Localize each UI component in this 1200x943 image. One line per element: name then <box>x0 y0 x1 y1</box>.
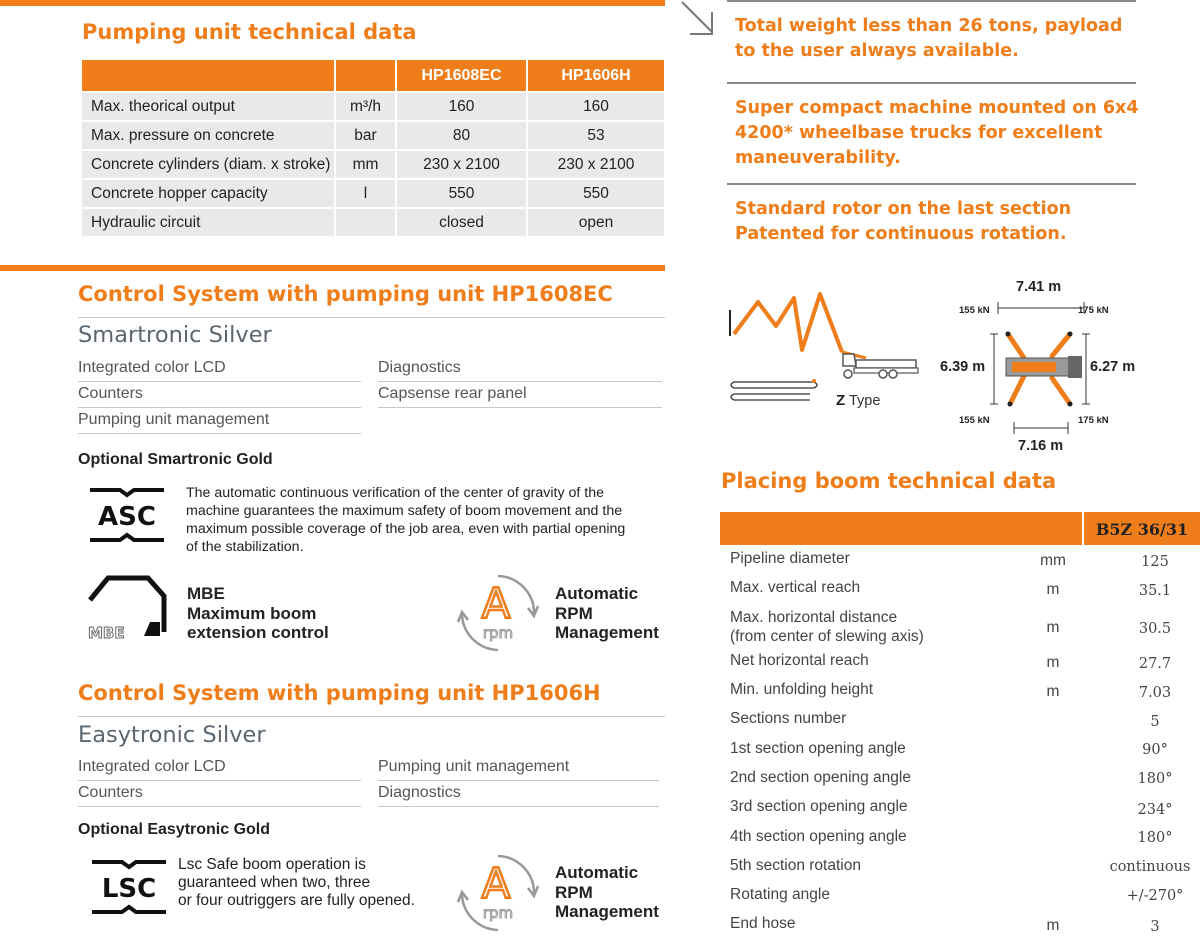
load-bottom-right: 175 kN <box>1078 415 1109 426</box>
z-type-label <box>836 392 880 409</box>
label-line: RPM <box>555 603 593 623</box>
row-value: 7.03 <box>1138 685 1172 701</box>
row-value: continuous <box>1109 859 1191 875</box>
header-cell <box>334 60 395 91</box>
table-row <box>730 769 1200 787</box>
label-line: Automatic <box>555 863 639 882</box>
row-label: Rotating angle <box>730 886 830 903</box>
table-row <box>730 652 1200 670</box>
lsc-logo-text: LSC <box>101 874 157 904</box>
asc-logo-icon <box>86 486 168 544</box>
row-label: Sections number <box>730 710 847 727</box>
row-label: End hose <box>730 915 796 932</box>
highlight-line: Total weight less than 26 tons, payload <box>735 16 1123 36</box>
rpm-label <box>555 584 659 643</box>
row-unit: l <box>334 180 395 207</box>
load-top-right: 175 kN <box>1078 305 1109 316</box>
row-label: Max. horizontal distance <box>730 609 898 626</box>
table-row <box>730 915 1200 933</box>
boom-title: Placing boom technical data <box>721 469 1057 493</box>
dimension-right: 6.27 m <box>1090 359 1136 375</box>
row-unit: m <box>1046 581 1060 598</box>
row-value: 125 <box>1141 554 1169 570</box>
table-row <box>730 710 1200 728</box>
divider <box>727 0 1136 2</box>
rpm-logo-letter: A <box>481 859 511 908</box>
divider <box>78 381 361 382</box>
z-type-text: Type <box>848 393 881 409</box>
row-unit: m <box>1046 683 1060 700</box>
row-label: Hydraulic circuit <box>82 209 334 236</box>
row-label: Max. pressure on concrete <box>82 122 334 149</box>
feature-item: Diagnostics <box>378 359 461 376</box>
boom-diagram-icon <box>726 286 922 412</box>
dimension-left: 6.39 m <box>940 359 986 375</box>
row-unit: mm <box>334 151 395 178</box>
highlight-line: Super compact machine mounted on 6x4 <box>735 98 1139 118</box>
row-value: 160 <box>526 93 664 120</box>
row-value: +/-270° <box>1126 888 1184 904</box>
divider <box>378 407 662 408</box>
row-value: 160 <box>395 93 526 120</box>
optional-heading: Optional Smartronic Gold <box>78 451 273 468</box>
row-value: 180° <box>1137 771 1173 787</box>
table-row <box>82 180 664 207</box>
feature-item: Pumping unit management <box>378 758 570 775</box>
row-unit: m <box>1046 619 1060 636</box>
pumping-table-header <box>82 60 664 91</box>
divider <box>78 716 665 717</box>
row-label: 2nd section opening angle <box>730 769 911 786</box>
table-row <box>82 151 664 178</box>
table-row <box>730 828 1200 846</box>
desc-line: guaranteed when two, three <box>178 874 371 891</box>
section-accent-bar <box>0 265 665 271</box>
dimension-bottom: 7.16 m <box>1018 438 1064 454</box>
label-line: RPM <box>555 882 593 902</box>
row-value: 180° <box>1137 830 1173 846</box>
feature-item: Counters <box>78 385 143 402</box>
row-label: Concrete hopper capacity <box>82 180 334 207</box>
divider <box>727 183 1136 185</box>
desc-line: or four outriggers are fully opened. <box>178 892 415 909</box>
row-unit: m <box>1046 654 1060 671</box>
row-unit: mm <box>1040 552 1066 569</box>
divider <box>727 82 1136 84</box>
row-label: Max. theorical output <box>82 93 334 120</box>
dimension-top: 7.41 m <box>1016 279 1062 295</box>
highlight-rotor <box>735 197 1071 247</box>
table-row <box>730 681 1200 699</box>
rpm-logo-icon <box>454 850 542 936</box>
row-unit <box>334 209 395 236</box>
row-label: Max. vertical reach <box>730 579 861 596</box>
table-row <box>82 93 664 120</box>
divider <box>78 806 361 807</box>
table-row <box>730 740 1200 758</box>
highlight-line: 4200* wheelbase trucks for excellent <box>735 123 1103 143</box>
mbe-logo-icon <box>84 572 170 642</box>
row-value: 550 <box>526 180 664 207</box>
table-row <box>730 579 1200 597</box>
lsc-logo-icon <box>88 858 170 916</box>
label-line: MBE <box>187 584 225 603</box>
row-value: 35.1 <box>1138 583 1172 599</box>
row-unit: m <box>1046 917 1060 934</box>
row-value: closed <box>395 209 526 236</box>
row-value: 230 x 2100 <box>395 151 526 178</box>
row-label: 4th section opening angle <box>730 828 907 845</box>
pumping-title: Pumping unit technical data <box>82 20 417 44</box>
load-top-left: 155 kN <box>959 305 990 316</box>
control2-title: Control System with pumping unit HP1606H <box>78 681 601 705</box>
row-unit: bar <box>334 122 395 149</box>
rpm-label <box>555 863 659 922</box>
pumping-table <box>82 58 664 238</box>
row-value: open <box>526 209 664 236</box>
highlight-line: Standard rotor on the last section <box>735 199 1072 219</box>
divider <box>78 780 361 781</box>
load-bottom-left: 155 kN <box>959 415 990 426</box>
rpm-logo-icon <box>454 570 542 656</box>
row-value: 27.7 <box>1138 656 1172 672</box>
asc-description <box>186 484 625 556</box>
divider <box>78 433 361 434</box>
row-value: 234° <box>1137 802 1173 818</box>
header-cell: HP1606H <box>526 60 664 91</box>
control1-title: Control System with pumping unit HP1608EC <box>78 282 613 306</box>
row-value: 550 <box>395 180 526 207</box>
label-line: Management <box>555 902 659 921</box>
divider <box>78 317 665 318</box>
feature-item: Integrated color LCD <box>78 359 226 376</box>
row-label: Net horizontal reach <box>730 652 869 669</box>
divider <box>378 806 659 807</box>
label-line: Automatic <box>555 584 639 603</box>
row-value: 3 <box>1150 919 1160 935</box>
mbe-logo-text: MBE <box>88 624 125 642</box>
control1-system-name: Smartronic Silver <box>78 322 272 348</box>
header-cell: HP1608EC <box>395 60 526 91</box>
boom-model: B5Z 36/31 <box>1095 520 1189 539</box>
feature-item: Capsense rear panel <box>378 385 527 402</box>
row-label: 1st section opening angle <box>730 740 906 757</box>
row-value: 53 <box>526 122 664 149</box>
mbe-label <box>187 584 329 643</box>
label-line: Maximum boom <box>187 603 317 623</box>
control2-system-name: Easytronic Silver <box>78 722 266 748</box>
table-row <box>730 550 1200 568</box>
optional-heading: Optional Easytronic Gold <box>78 821 271 838</box>
top-accent-bar <box>0 0 665 6</box>
highlight-line: Patented for continuous rotation. <box>735 224 1067 244</box>
row-label: Concrete cylinders (diam. x stroke) <box>82 151 334 178</box>
table-row <box>82 209 664 236</box>
desc-line: machine guarantees the maximum safety of boom movement and the <box>186 503 623 519</box>
asc-logo-text: ASC <box>98 502 156 532</box>
highlight-weight <box>735 14 1122 64</box>
table-row <box>730 886 1200 904</box>
row-unit: m³/h <box>334 93 395 120</box>
row-value: 90° <box>1142 742 1168 758</box>
table-row <box>730 798 1200 816</box>
table-row <box>82 122 664 149</box>
highlight-compact <box>735 96 1139 171</box>
row-value: 230 x 2100 <box>526 151 664 178</box>
row-label: 5th section rotation <box>730 857 861 874</box>
rpm-logo-sub: rpm <box>482 904 514 922</box>
header-cell <box>82 60 334 91</box>
lsc-description <box>178 856 415 910</box>
row-value: 5 <box>1150 714 1160 730</box>
desc-line: Lsc Safe boom operation is <box>178 856 366 873</box>
feature-item: Pumping unit management <box>78 411 270 428</box>
feature-item: Integrated color LCD <box>78 758 226 775</box>
z-letter: Z <box>836 392 846 409</box>
row-label: (from center of slewing axis) <box>730 628 924 645</box>
label-line: Management <box>555 623 659 642</box>
divider <box>378 780 659 781</box>
desc-line: maximum possible coverage of the job area, even with partial opening <box>186 521 626 537</box>
highlight-line: maneuverability. <box>735 148 901 168</box>
highlight-line: to the user always available. <box>735 41 1019 61</box>
boom-table-header <box>720 512 1200 545</box>
rpm-logo-letter: A <box>481 579 511 628</box>
row-label: Pipeline diameter <box>730 550 850 567</box>
feature-item: Counters <box>78 784 143 801</box>
outrigger-footprint-icon <box>990 298 1090 438</box>
label-line: extension control <box>187 623 329 642</box>
feature-item: Diagnostics <box>378 784 461 801</box>
divider <box>378 381 662 382</box>
row-value: 30.5 <box>1138 621 1172 637</box>
row-value: 80 <box>395 122 526 149</box>
table-row <box>730 857 1200 875</box>
arrow-down-right-icon <box>678 0 718 40</box>
table-row <box>730 608 1200 646</box>
divider <box>78 407 361 408</box>
desc-line: The automatic continuous verification of the center of gravity of the <box>186 485 604 501</box>
desc-line: of the stabilization. <box>186 539 304 555</box>
row-label: 3rd section opening angle <box>730 798 908 815</box>
row-label: Min. unfolding height <box>730 681 874 698</box>
rpm-logo-sub: rpm <box>482 624 514 642</box>
